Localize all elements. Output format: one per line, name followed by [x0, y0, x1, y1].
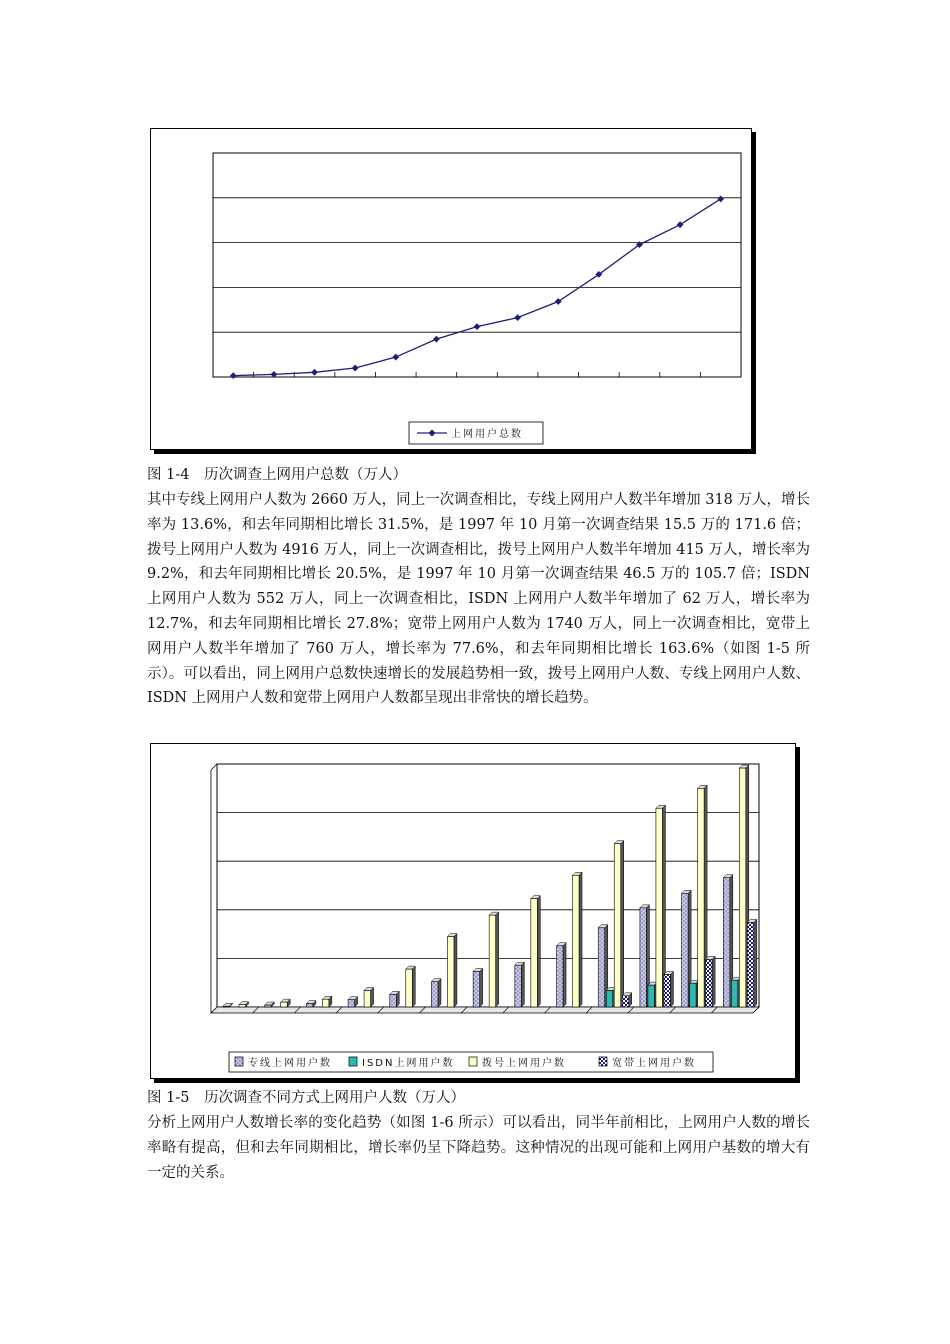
- line-chart-box: [150, 128, 752, 450]
- bar: [723, 878, 730, 1007]
- bar: [622, 996, 629, 1007]
- legend-label: 上网用户总数: [451, 429, 523, 440]
- plot-side-edge: [211, 764, 217, 770]
- bar-side: [454, 934, 457, 1007]
- bar: [640, 908, 647, 1007]
- paragraph-user-breakdown: 其中专线上网用户人数为 2660 万人，同上一次调查相比，专线上网用户人数半年增加 318 万人，增长率为 13.6%，和去年同期相比增长 31.5%，是 1997 年 10 月第一次调查结果 15.5 万的 171.6 倍；拨号上网用户人数为 4916 万人，同上一次调查相比，拨号上网用户人数半年增加 415 万人，增长率为 9.2%，和去年同期相比增长 20.5%，是 1997 年 10 月第一次调查结果 46.5 万的 105.7 倍；ISDN 上网用户人数为 552 万人，同上一次调查相比，ISDN 上网用户人数半年增加了 62 万人，增长率为 12.7%，和去年同期相比增长 27.8%；宽带上网用户人数为 1740 万人，同上一次调查相比，宽带上网用户人数半年增加了 760 万人，增长率为 77.6%，和去年同期相比增长 163.6%（如图 1-5 所示）。可以看出，同上网用户总数快速增长的发展趋势相一致，拨号上网用户人数、专线上网用户人数、ISDN 上网用户人数和宽带上网用户人数都呈现出非常快的增长趋势。: [147, 492, 811, 707]
- figure-1-5-caption: 图 1-5 历次调查不同方式上网用户人数（万人）: [147, 1090, 465, 1106]
- bar: [322, 999, 329, 1007]
- bar-side: [712, 956, 715, 1007]
- bar-side: [412, 966, 415, 1007]
- bar-side: [537, 896, 540, 1007]
- bar: [281, 1002, 288, 1007]
- bar-chart-box: [150, 743, 796, 1079]
- bar: [473, 972, 480, 1007]
- bar-side: [496, 912, 499, 1007]
- bar: [698, 788, 705, 1007]
- bar-side: [371, 987, 374, 1007]
- bar: [489, 915, 496, 1007]
- users-by-access-bar-chart: [151, 744, 795, 1078]
- bar: [706, 959, 713, 1007]
- bar-side: [521, 962, 524, 1007]
- bar: [648, 985, 655, 1007]
- bar: [664, 974, 671, 1007]
- bar: [731, 980, 738, 1007]
- legend-swatch: [349, 1057, 357, 1066]
- total-users-line-chart: [151, 129, 751, 449]
- bar: [431, 982, 438, 1007]
- legend-label: 宽带上网用户数: [612, 1058, 696, 1069]
- bar: [614, 844, 621, 1007]
- bar: [598, 928, 605, 1007]
- bar: [223, 1006, 230, 1007]
- bar-side: [670, 971, 673, 1007]
- bar: [306, 1004, 313, 1007]
- bar: [406, 969, 413, 1007]
- bar: [531, 899, 538, 1007]
- bar: [390, 994, 397, 1007]
- bar: [447, 937, 454, 1007]
- bar: [682, 893, 689, 1007]
- plot-area: [213, 153, 741, 377]
- bar: [606, 990, 613, 1007]
- bar-side: [438, 979, 441, 1007]
- bar-side: [621, 841, 624, 1007]
- legend-swatch: [235, 1057, 243, 1066]
- bar-side: [480, 969, 483, 1007]
- bar: [690, 983, 697, 1007]
- bar: [239, 1005, 246, 1007]
- bar-side: [563, 943, 566, 1007]
- legend-swatch: [469, 1057, 477, 1066]
- bar: [265, 1005, 272, 1007]
- plot-floor: [211, 1007, 759, 1013]
- legend-swatch: [599, 1057, 607, 1066]
- bar: [747, 922, 754, 1007]
- bar-side: [754, 919, 757, 1007]
- bar: [364, 990, 371, 1007]
- legend-label: 专线上网用户数: [248, 1058, 332, 1069]
- bar: [348, 1000, 355, 1007]
- legend-label: ISDN上网用户数: [362, 1058, 455, 1069]
- plot-area: [217, 764, 759, 1007]
- paragraph-growth-trend: 分析上网用户人数增长率的变化趋势（如图 1-6 所示）可以看出，同半年前相比，上网用户人数的增长率略有提高，但和去年同期相比，增长率仍呈下降趋势。这种情况的出现可能和上网用户基数的增大有一定的关系。: [147, 1115, 810, 1181]
- bar: [557, 946, 564, 1007]
- bar-side: [579, 872, 582, 1007]
- legend-label: 拨号上网用户数: [482, 1058, 566, 1069]
- bar: [573, 875, 580, 1007]
- bar: [515, 965, 522, 1007]
- bar: [656, 808, 663, 1007]
- bar: [739, 768, 746, 1007]
- figure-1-4-caption: 图 1-4 历次调查上网用户总数（万人）: [147, 467, 407, 483]
